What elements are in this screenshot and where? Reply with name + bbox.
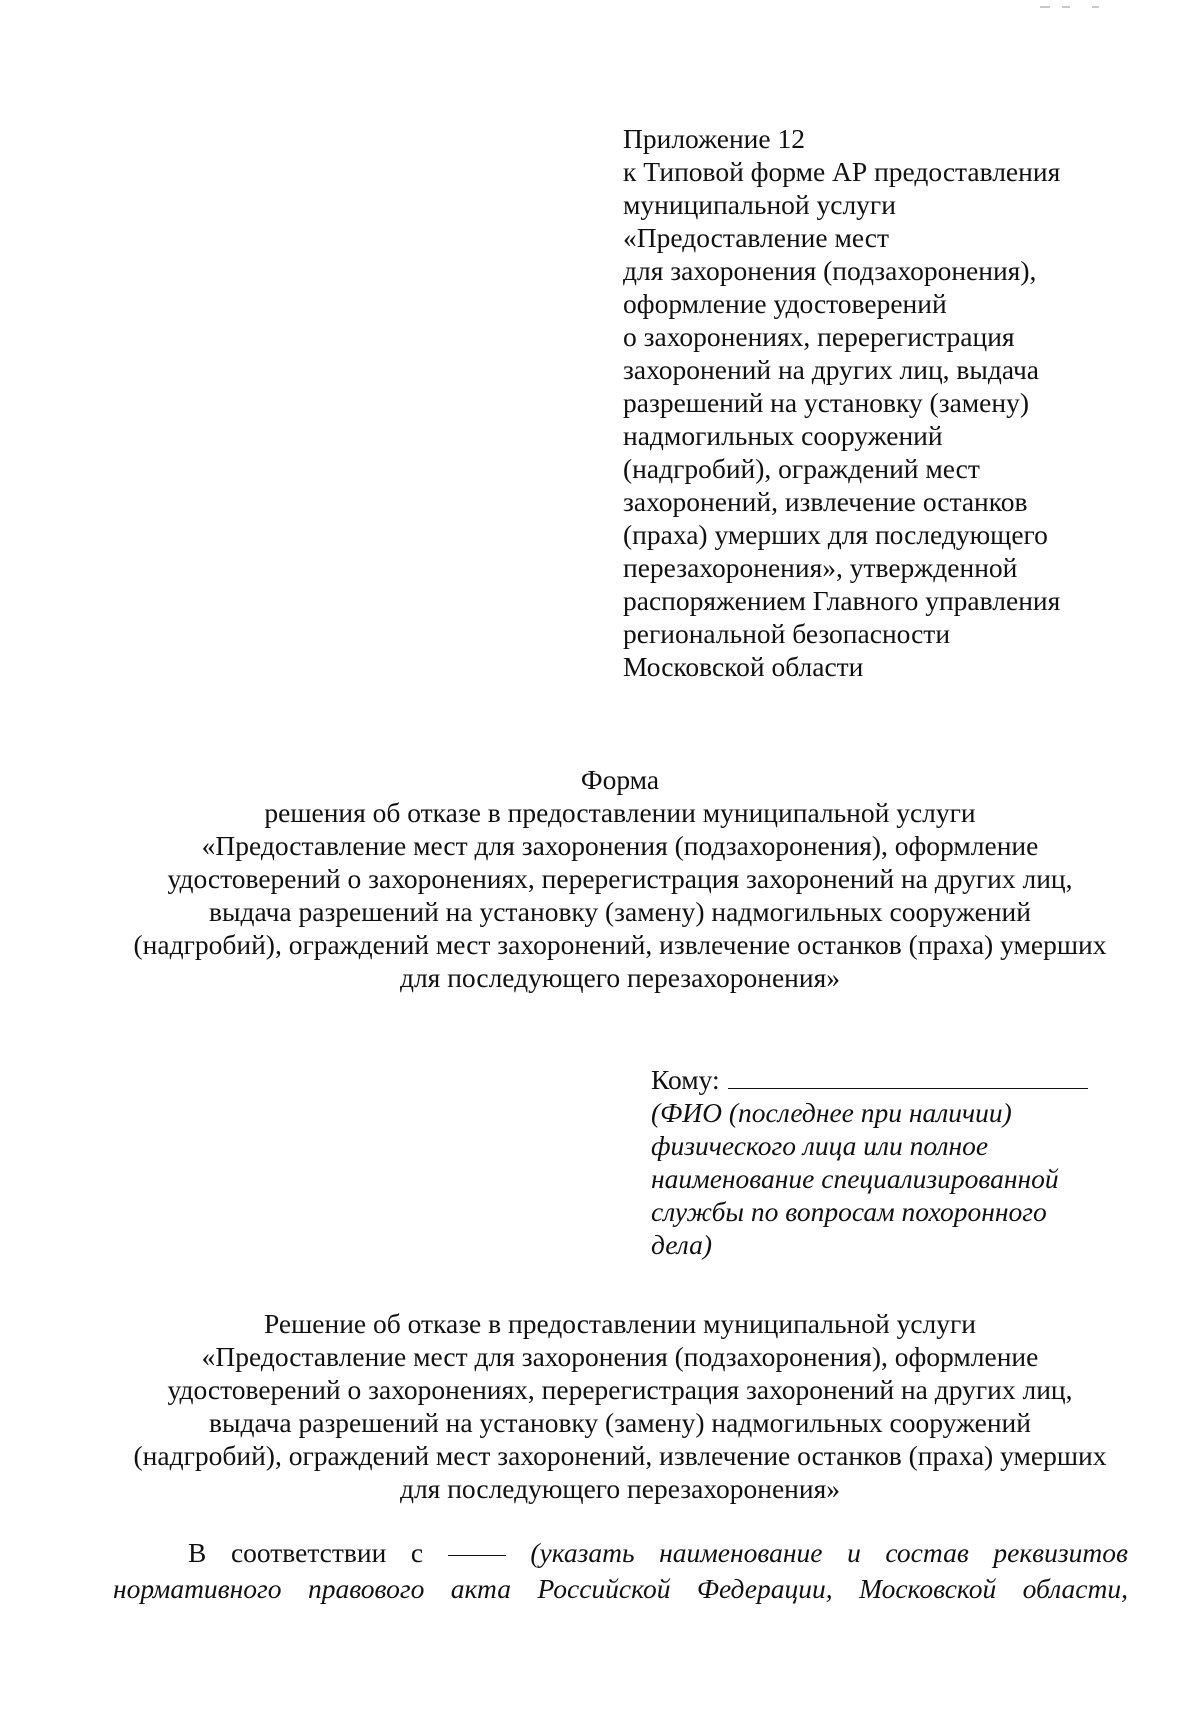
decision-title-line: Решение об отказе в предоставлении муниципальной услуги	[263, 1308, 977, 1339]
body-word: реквизитов	[993, 1537, 1128, 1568]
body-word: с	[410, 1537, 424, 1568]
recipient-block	[651, 1063, 1151, 1261]
body-word: нормативного	[113, 1573, 282, 1604]
appendix-line: разрешений на установку (замену)	[623, 387, 1030, 418]
body-line	[113, 1571, 1128, 1607]
form-title-line: для последующего перезахоронения»	[399, 962, 841, 993]
appendix-line: для захоронения (подзахоронения),	[623, 255, 1037, 286]
appendix-line: Московской области	[623, 651, 864, 682]
scan-speck	[1062, 6, 1070, 8]
body-line	[113, 1535, 1128, 1571]
appendix-line: (надгробий), ограждений мест	[623, 453, 980, 484]
body-word: и	[847, 1537, 861, 1568]
appendix-header	[623, 122, 1143, 683]
decision-title-line: удостоверений о захоронениях, перерегистрация захоронений на других лиц,	[167, 1374, 1073, 1405]
body-word: области,	[1022, 1573, 1128, 1604]
appendix-line: о захоронениях, перерегистрация	[623, 321, 1015, 352]
body-word: Московской	[859, 1573, 997, 1604]
recipient-note-line: физического лица или полное	[651, 1130, 989, 1161]
body-word: Федерации,	[696, 1573, 833, 1604]
body-paragraph	[113, 1535, 1128, 1607]
decision-title	[100, 1307, 1140, 1505]
appendix-line: Приложение 12	[623, 123, 805, 154]
recipient-row	[651, 1063, 1151, 1096]
body-word: (указать	[530, 1537, 635, 1568]
form-title-line: «Предоставление мест для захоронения (подзахоронения), оформление	[201, 830, 1039, 861]
body-word: акта	[450, 1573, 511, 1604]
appendix-line: региональной безопасности	[623, 618, 951, 649]
recipient-note-line: (ФИО (последнее при наличии)	[651, 1097, 1012, 1128]
body-word: правового	[307, 1573, 425, 1604]
appendix-line: муниципальной услуги	[623, 189, 896, 220]
form-title-line: удостоверений о захоронениях, перерегистрация захоронений на других лиц,	[167, 863, 1073, 894]
appendix-line: (праха) умерших для последующего	[623, 519, 1048, 550]
appendix-line: надмогильных сооружений	[623, 420, 943, 451]
recipient-note	[651, 1096, 1151, 1261]
decision-title-line: для последующего перезахоронения»	[399, 1473, 841, 1504]
form-title-line: решения об отказе в предоставлении муниципальной услуги	[264, 797, 976, 828]
recipient-label: Кому:	[651, 1064, 720, 1095]
appendix-line: оформление удостоверений	[623, 288, 947, 319]
decision-title-line: (надгробий), ограждений мест захоронений, извлечение останков (праха) умерших	[133, 1440, 1107, 1471]
appendix-line: к Типовой форме АР предоставления	[623, 156, 1061, 187]
body-word: Российской	[537, 1573, 671, 1604]
body-word: соответствии	[230, 1537, 387, 1568]
decision-title-line: выдача разрешений на установку (замену) надмогильных сооружений	[209, 1407, 1031, 1438]
appendix-line: захоронений на других лиц, выдача	[623, 354, 1040, 385]
decision-title-line: «Предоставление мест для захоронения (подзахоронения), оформление	[201, 1341, 1039, 1372]
appendix-line: распоряжением Главного управления	[623, 585, 1061, 616]
recipient-note-line: дела)	[651, 1229, 713, 1260]
appendix-line: перезахоронения», утвержденной	[623, 552, 1018, 583]
recipient-blank-line	[728, 1066, 1088, 1089]
recipient-note-line: службы по вопросам похоронного	[651, 1196, 1047, 1227]
form-title-line: Форма	[580, 764, 660, 795]
scan-speck	[1040, 6, 1050, 8]
scan-speck	[1092, 6, 1099, 8]
form-title	[100, 763, 1140, 994]
appendix-line: захоронений, извлечение останков	[623, 486, 1028, 517]
appendix-line: «Предоставление мест	[623, 222, 889, 253]
body-word: наименование	[659, 1537, 823, 1568]
form-title-line: выдача разрешений на установку (замену) надмогильных сооружений	[209, 896, 1031, 927]
form-title-line: (надгробий), ограждений мест захоронений, извлечение останков (праха) умерших	[133, 929, 1107, 960]
blank-field-line	[448, 1535, 506, 1556]
body-word: В	[188, 1537, 207, 1568]
body-word: состав	[885, 1537, 969, 1568]
recipient-note-line: наименование специализированной	[651, 1163, 1059, 1194]
